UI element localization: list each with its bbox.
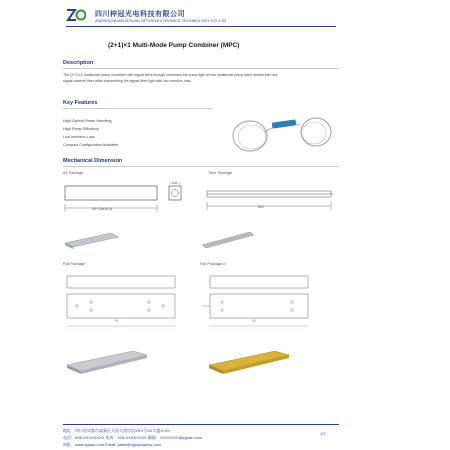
dimension-length: 50~135(±0.5) xyxy=(92,207,113,211)
company-logo xyxy=(66,8,86,22)
render-flat-package-gold xyxy=(205,345,295,375)
drawing-label-right: Tube Package xyxy=(208,171,233,175)
feature-item: Compact Configuration Available xyxy=(63,143,119,147)
footer-address: 地址：四川省成都市高新区天府大道中段XXX号XX大厦X-XX xyxy=(63,428,170,433)
dimension-mid-left: 76 xyxy=(114,319,118,323)
drawing-label-mid-left: Flat Package xyxy=(63,262,86,266)
render-tube-package xyxy=(200,229,260,249)
footer-divider xyxy=(63,424,339,425)
render-a4-package xyxy=(63,229,123,249)
drawing-label-mid-right: Flat Package-II xyxy=(200,262,226,266)
drawing-flat-package xyxy=(63,272,183,334)
section-divider xyxy=(63,68,339,69)
section-divider xyxy=(63,166,339,167)
header-divider xyxy=(66,26,336,27)
description-paragraph xyxy=(63,72,339,84)
feature-item: High Optical Power Handling xyxy=(63,119,112,123)
section-mechanical-heading: Mechanical Dimension xyxy=(63,158,123,164)
section-divider xyxy=(63,108,213,109)
dimension-mid-right: 30 xyxy=(252,319,256,323)
section-description-heading: Description xyxy=(63,60,94,66)
company-name-en: ZHONGCHUAN ZIGUAN OPTOELECTRONICS TECHNOLOGY CO.,LTD xyxy=(95,18,227,23)
description-line-2: signal channel fiber while transmitting the signal fiber light with low insertion loss. xyxy=(63,79,192,83)
company-name-cn: 四川梓冠光电科技有限公司 xyxy=(95,11,185,18)
render-flat-package xyxy=(63,345,153,375)
drawing-label-left: A4 Package xyxy=(63,171,84,175)
dimension-side: 4.0 xyxy=(172,181,177,185)
section-features-heading: Key Features xyxy=(63,100,98,106)
footer-contact: 电话：028-XXXXXXXX 传真：028-XXXXXXXX 邮箱：XXXXXXX@zguan.com xyxy=(63,435,203,440)
dimension-length-right: 600 xyxy=(258,205,264,209)
product-photo xyxy=(228,110,338,156)
drawing-flat-package-ii xyxy=(200,272,320,334)
footer-web: 网址：www.zguan.com Email: sales@zguanoptics.com xyxy=(63,442,161,447)
description-line-1: The (2+1)×1 multimode pump combiner with signal feed-through combines the pump light of two multimode pump laser diodes into one xyxy=(63,73,278,77)
feature-item: High Pump Efficiency xyxy=(63,127,100,131)
feature-item: Low Insertion Loss xyxy=(63,135,95,139)
drawing-tube-package xyxy=(205,180,340,220)
drawing-a4-package xyxy=(63,180,193,220)
document-title: (2+1)×1 Multi-Mode Pump Combiner (MPC) xyxy=(108,42,240,49)
page-number: 1/2 xyxy=(320,431,326,436)
